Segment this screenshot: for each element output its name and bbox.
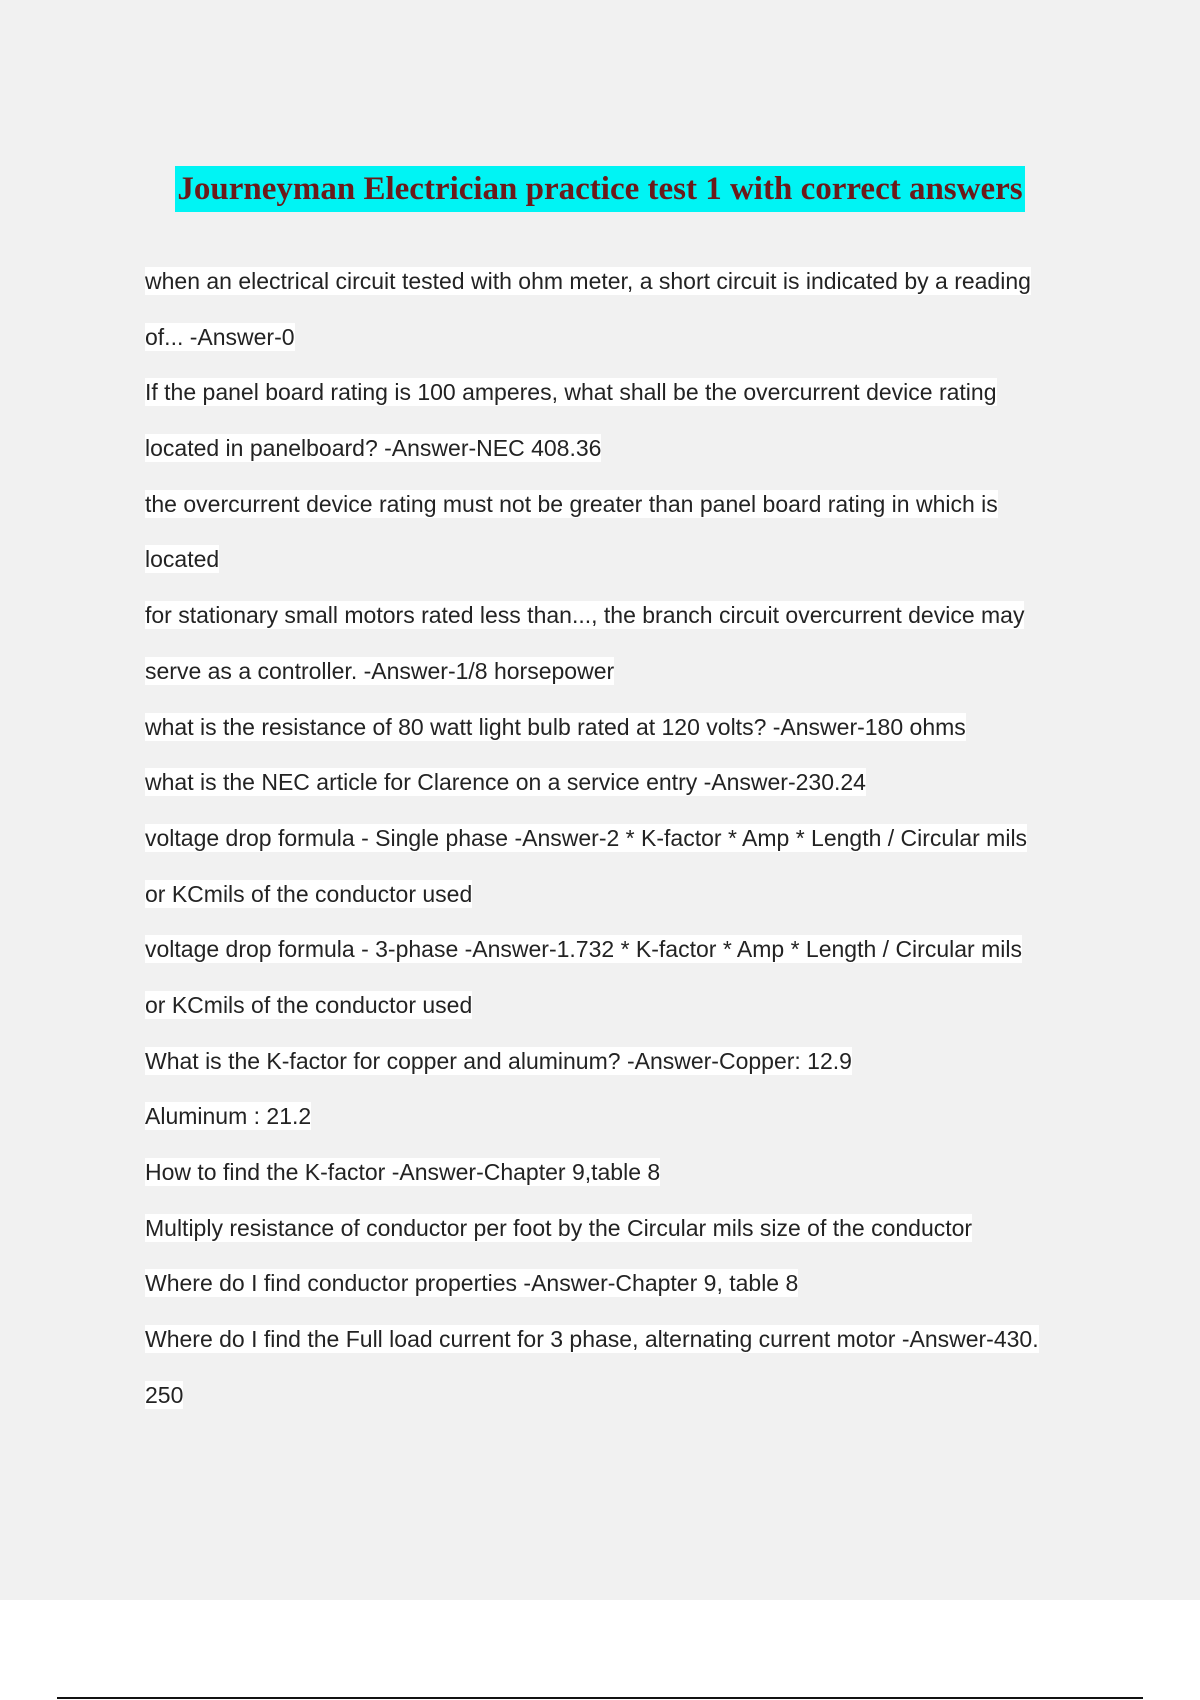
- title-container: [0, 166, 1200, 212]
- text-line: when an electrical circuit tested with ohm meter, a short circuit is indicated by a reading: [145, 268, 1031, 294]
- text-line: Aluminum : 21.2: [145, 1103, 312, 1130]
- page-footer: [0, 1600, 1200, 1700]
- text-line: or KCmils of the conductor used: [145, 880, 473, 907]
- text-line: or KCmils of the conductor used: [145, 991, 473, 1018]
- text-line: what is the resistance of 80 watt light bulb rated at 120 volts? -Answer-180 ohms: [145, 713, 966, 740]
- text-line: What is the K-factor for copper and aluminum? -Answer-Copper: 12.9: [145, 1047, 852, 1074]
- text-line: of... -Answer-0: [145, 323, 295, 350]
- text-line: 250: [145, 1381, 184, 1408]
- text-line: If the panel board rating is 100 amperes, what shall be the overcurrent device rating: [145, 379, 997, 406]
- text-line: Where do I find the Full load current for 3 phase, alternating current motor -Answer-430.: [145, 1326, 1039, 1353]
- document-title: Journeyman Electrician practice test 1 with correct answers: [175, 166, 1024, 212]
- text-line: How to find the K-factor -Answer-Chapter 9,table 8: [145, 1159, 661, 1185]
- text-line: Multiply resistance of conductor per foot by the Circular mils size of the conductor: [145, 1214, 973, 1241]
- text-line: for stationary small motors rated less than..., the branch circuit overcurrent device may: [145, 602, 1025, 629]
- text-line: voltage drop formula - 3-phase -Answer-1.732 * K-factor * Amp * Length / Circular mils: [145, 936, 1022, 963]
- text-line: the overcurrent device rating must not be greater than panel board rating in which is: [145, 490, 998, 517]
- text-line: located in panelboard? -Answer-NEC 408.36: [145, 435, 602, 462]
- text-line: Where do I find conductor properties -Answer-Chapter 9, table 8: [145, 1270, 799, 1297]
- text-line: what is the NEC article for Clarence on a service entry -Answer-230.24: [145, 769, 866, 796]
- text-line: located: [145, 546, 220, 573]
- question-answer-list: [145, 254, 1095, 1423]
- text-line: serve as a controller. -Answer-1/8 horsepower: [145, 657, 615, 684]
- text-line: voltage drop formula - Single phase -Answer-2 * K-factor * Amp * Length / Circular mils: [145, 824, 1028, 851]
- footer-divider: [57, 1697, 1143, 1699]
